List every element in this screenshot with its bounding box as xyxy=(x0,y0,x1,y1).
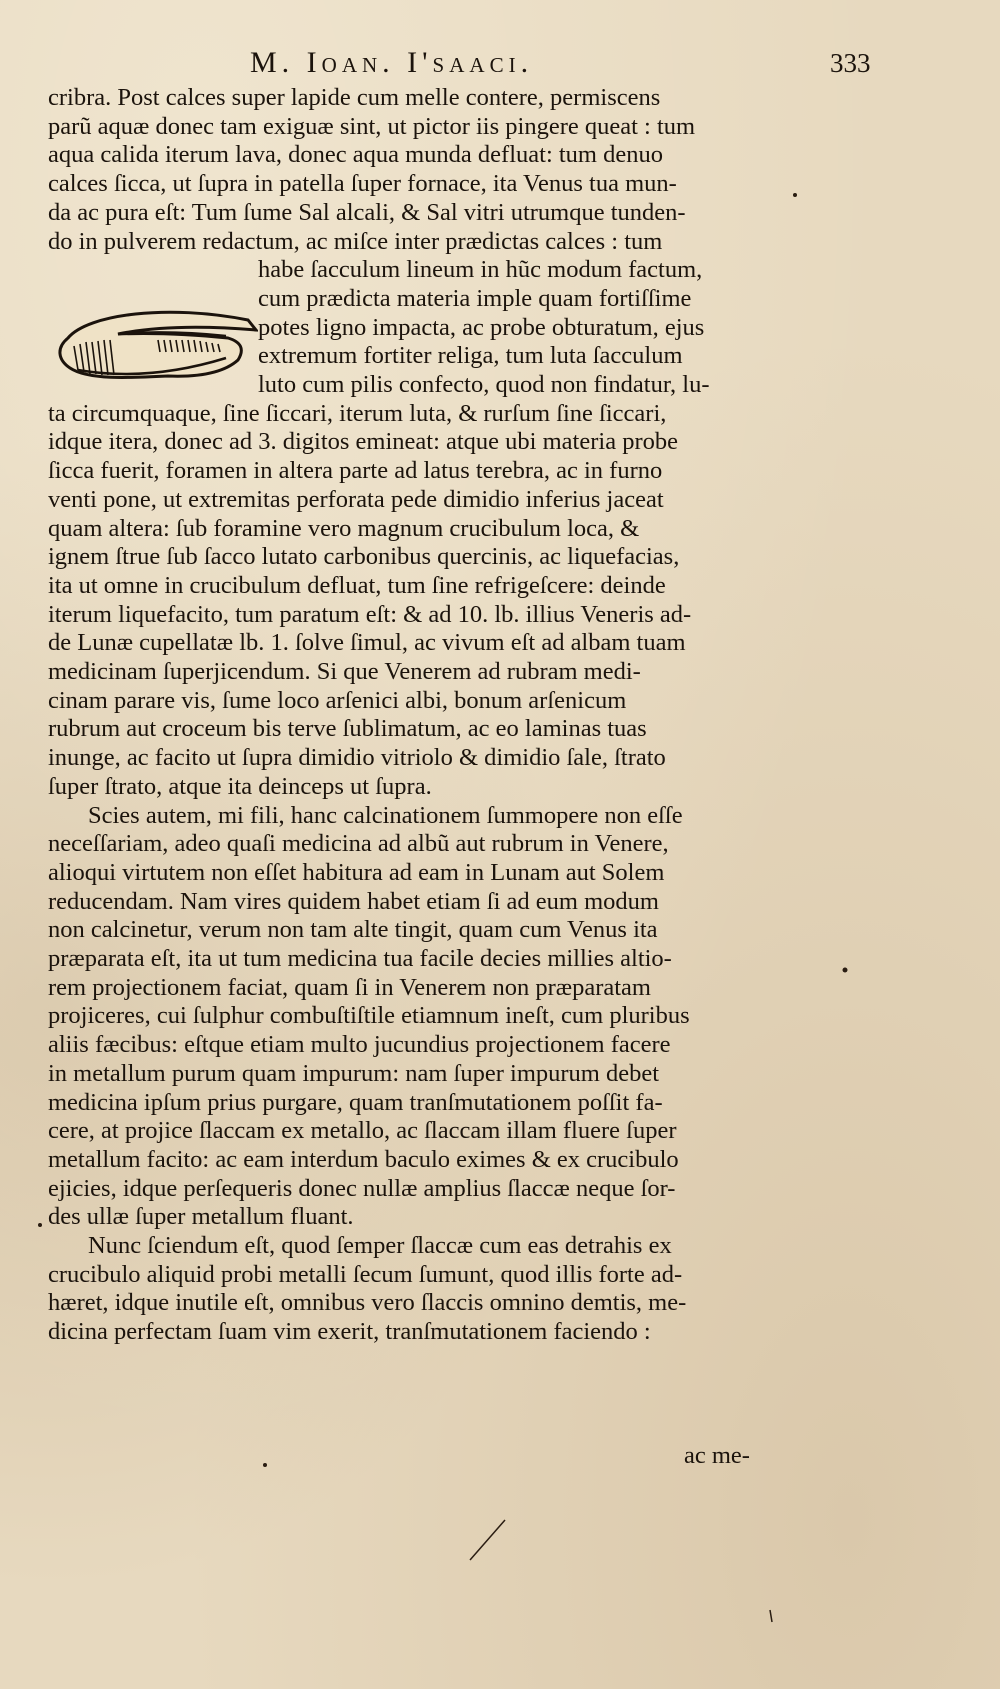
text-line: alioqui virtutem non eſſet habitura ad eam in Lunam aut Solem xyxy=(48,858,665,886)
text-line: potes ligno impacta, ac probe obturatum, ejus xyxy=(258,313,705,341)
text-line: non calcinetur, verum non tam alte tingit, quam cum Venus ita xyxy=(48,916,658,944)
text-line: reducendam. Nam vires quidem habet etiam ſi ad eum modum xyxy=(48,887,659,915)
text-line: ignem ſtrue ſub ſacco lutato carbonibus quercinis, ac liquefacias, xyxy=(48,543,680,571)
text-line: cum prædicta materia imple quam fortiſſime xyxy=(258,284,692,312)
text-line: extremum fortiter religa, tum luta ſacculum xyxy=(258,342,683,370)
text-line: ta circumquaque, ſine ſiccari, iterum luta, & rurſum ſine ſiccari, xyxy=(48,399,667,427)
text-line: dicina perfectam ſuam vim exerit, tranſmutationem faciendo : xyxy=(48,1318,651,1346)
text-line: do in pulverem redactum, ac miſce inter prædictas calces : tum xyxy=(48,227,663,255)
text-line: quam altera: ſub foramine vero magnum crucibulum loca, & xyxy=(48,514,640,542)
text-line: cribra. Post calces super lapide cum melle contere, permiscens xyxy=(48,84,661,111)
text-line: præparata eſt, ita ut tum medicina tua facile decies millies altio- xyxy=(48,945,672,972)
text-line: in metallum purum quam impurum: nam ſuper impurum debet xyxy=(48,1059,660,1087)
text-line: crucibulo aliquid probi metalli ſecum ſumunt, quod illis forte ad- xyxy=(48,1260,683,1288)
text-line: habe ſacculum lineum in hũc modum factum, xyxy=(258,256,703,284)
linen-bag-illustration xyxy=(48,296,258,396)
text-line: rubrum aut croceum bis terve ſublimatum, ac eo laminas tuas xyxy=(48,715,647,743)
text-line: inunge, ac facito ut ſupra dimidio vitriolo & dimidio ſale, ſtrato xyxy=(48,744,666,772)
text-line: medicinam ſuperjicendum. Si que Venerem ad rubram medi- xyxy=(48,658,641,685)
text-line: iterum liquefacito, tum paratum eſt: & ad 10. lb. illius Veneris ad- xyxy=(48,600,692,628)
text-line: de Lunæ cupellatæ lb. 1. ſolve ſimul, ac vivum eſt ad albam tuam xyxy=(48,629,686,657)
running-title: M. Ioan. I'saaci. xyxy=(250,46,534,79)
text-line: hæret, idque inutile eſt, omnibus vero ſlaccis omnino demtis, me- xyxy=(48,1289,687,1317)
text-line: ejicies, idque perſequeris donec nullæ amplius ſlaccæ neque ſor- xyxy=(48,1174,676,1202)
text-line: Scies autem, mi fili, hanc calcinationem ſummopere non eſſe xyxy=(88,801,683,829)
text-line: ſicca fuerit, foramen in altera parte ad latus terebra, ac in furno xyxy=(48,457,663,485)
text-line: idque itera, donec ad 3. digitos emineat: atque ubi materia probe xyxy=(48,428,678,456)
text-line: neceſſariam, adeo quaſi medicina ad albũ aut rubrum in Venere, xyxy=(48,830,669,858)
text-line: cinam parare vis, ſume loco arſenici albi, bonum arſenicum xyxy=(48,686,627,714)
text-line: aliis fæcibus: eſtque etiam multo jucundius projectionem facere xyxy=(48,1031,671,1059)
text-line: ita ut omne in crucibulum defluat, tum ſine refrigeſcere: deinde xyxy=(48,571,666,599)
text-line: metallum facito: ac eam interdum baculo eximes & ex crucibulo xyxy=(48,1145,679,1173)
page-number: 333 xyxy=(830,48,871,78)
text-line: aqua calida iterum lava, donec aqua munda defluat: tum denuo xyxy=(48,141,663,169)
text-line: Nunc ſciendum eſt, quod ſemper ſlaccæ cum eas detrahis ex xyxy=(88,1232,672,1259)
text-line: venti pone, ut extremitas perforata pede dimidio inferius jaceat xyxy=(48,485,664,513)
text-line: ſuper ſtrato, atque ita deinceps ut ſupra. xyxy=(48,772,432,800)
text-line: medicina ipſum prius purgare, quam tranſmutationem poſſit fa- xyxy=(48,1088,663,1116)
text-line: projiceres, cui ſulphur combuſtiſtile etiamnum ineſt, cum pluribus xyxy=(48,1002,690,1030)
catchword: ac me- xyxy=(684,1442,750,1469)
text-line: des ullæ ſuper metallum fluant. xyxy=(48,1203,354,1231)
text-line: parũ aquæ donec tam exiguæ sint, ut pictor iis pingere queat : tum xyxy=(48,112,696,140)
text-line: da ac pura eſt: Tum ſume Sal alcali, & Sal vitri utrumque tunden- xyxy=(48,198,686,226)
text-line: luto cum pilis confecto, quod non findatur, lu- xyxy=(258,371,710,398)
text-line: cere, at projice ſlaccam ex metallo, ac ſlaccam illam fluere ſuper xyxy=(48,1117,677,1145)
text-line: rem projectionem faciat, quam ſi in Venerem non præparatam xyxy=(48,973,651,1001)
text-line: calces ſicca, ut ſupra in patella ſuper fornace, ita Venus tua mun- xyxy=(48,170,677,198)
page-header xyxy=(250,46,870,86)
